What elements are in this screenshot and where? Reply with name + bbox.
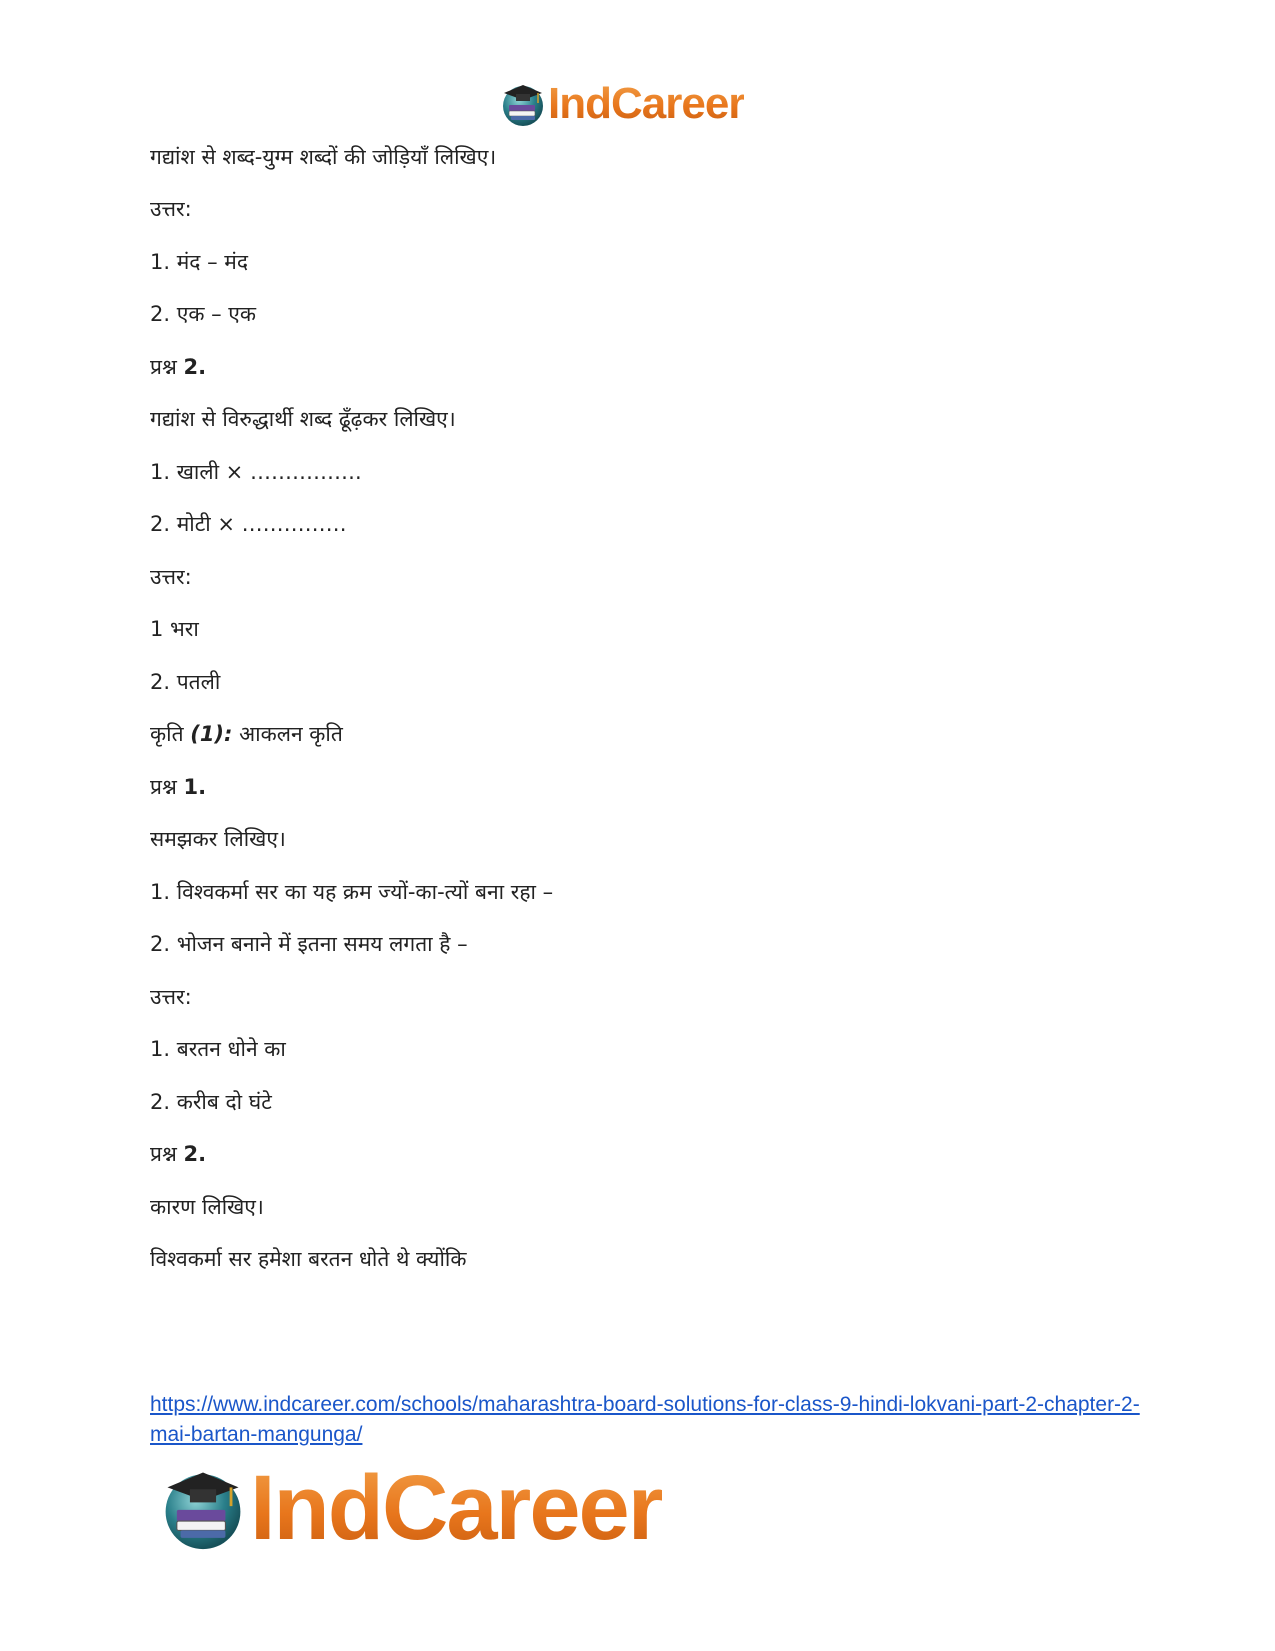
header-logo (500, 78, 744, 130)
answer-label: उत्तर: (150, 197, 192, 221)
question-prefix: प्रश्न (150, 355, 184, 379)
answer-item: 1. बरतन धोने का (150, 1037, 286, 1061)
question-item: 2. भोजन बनाने में इतना समय लगता है – (150, 932, 468, 956)
question-heading (150, 352, 206, 382)
question-text: गद्यांश से शब्द-युग्म शब्दों की जोड़ियाँ लिखिए। (150, 145, 497, 169)
question-text: समझकर लिखिए। (150, 827, 286, 851)
answer-item: 2. करीब दो घंटे (150, 1090, 272, 1114)
section-suffix: आकलन कृति (232, 722, 343, 746)
graduation-cap-globe-icon (160, 1465, 246, 1551)
logo-wordmark: IndCareer (548, 79, 745, 128)
answer-item: 2. एक – एक (150, 302, 257, 326)
question-heading (150, 1139, 206, 1169)
graduation-cap-globe-icon (500, 81, 546, 127)
answer-label: उत्तर: (150, 985, 192, 1009)
question-prefix: प्रश्न (150, 1142, 184, 1166)
answer-item: 2. पतली (150, 670, 221, 694)
question-prefix: प्रश्न (150, 775, 184, 799)
logo-wordmark: IndCareer (250, 1456, 662, 1559)
question-number: 1. (183, 775, 207, 799)
question-item: 1. विश्वकर्मा सर का यह क्रम ज्यों-का-त्यों बना रहा – (150, 880, 554, 904)
blank-item: 1. खाली × ……………. (150, 460, 362, 484)
question-text: गद्यांश से विरुद्धार्थी शब्द ढूँढ़कर लिखिए। (150, 407, 456, 431)
answer-item: 1 भरा (150, 617, 199, 641)
section-heading (150, 719, 343, 749)
answer-item: 1. मंद – मंद (150, 250, 248, 274)
section-number: (1): (190, 722, 233, 746)
footer-logo (160, 1456, 662, 1559)
question-text: कारण लिखिए। (150, 1195, 264, 1219)
source-url-link[interactable]: https://www.indcareer.com/schools/maharashtra-board-solutions-for-class-9-hindi-lokvani-part-2-chapter-2-mai-bartan-mangunga/ (150, 1393, 1140, 1446)
section-prefix: कृति (150, 722, 191, 746)
question-heading (150, 772, 206, 802)
question-number: 2. (183, 1142, 207, 1166)
blank-item: 2. मोटी × …………… (150, 512, 347, 536)
answer-label: उत्तर: (150, 565, 192, 589)
question-text: विश्वकर्मा सर हमेशा बरतन धोते थे क्योंकि (150, 1247, 467, 1271)
question-number: 2. (183, 355, 207, 379)
